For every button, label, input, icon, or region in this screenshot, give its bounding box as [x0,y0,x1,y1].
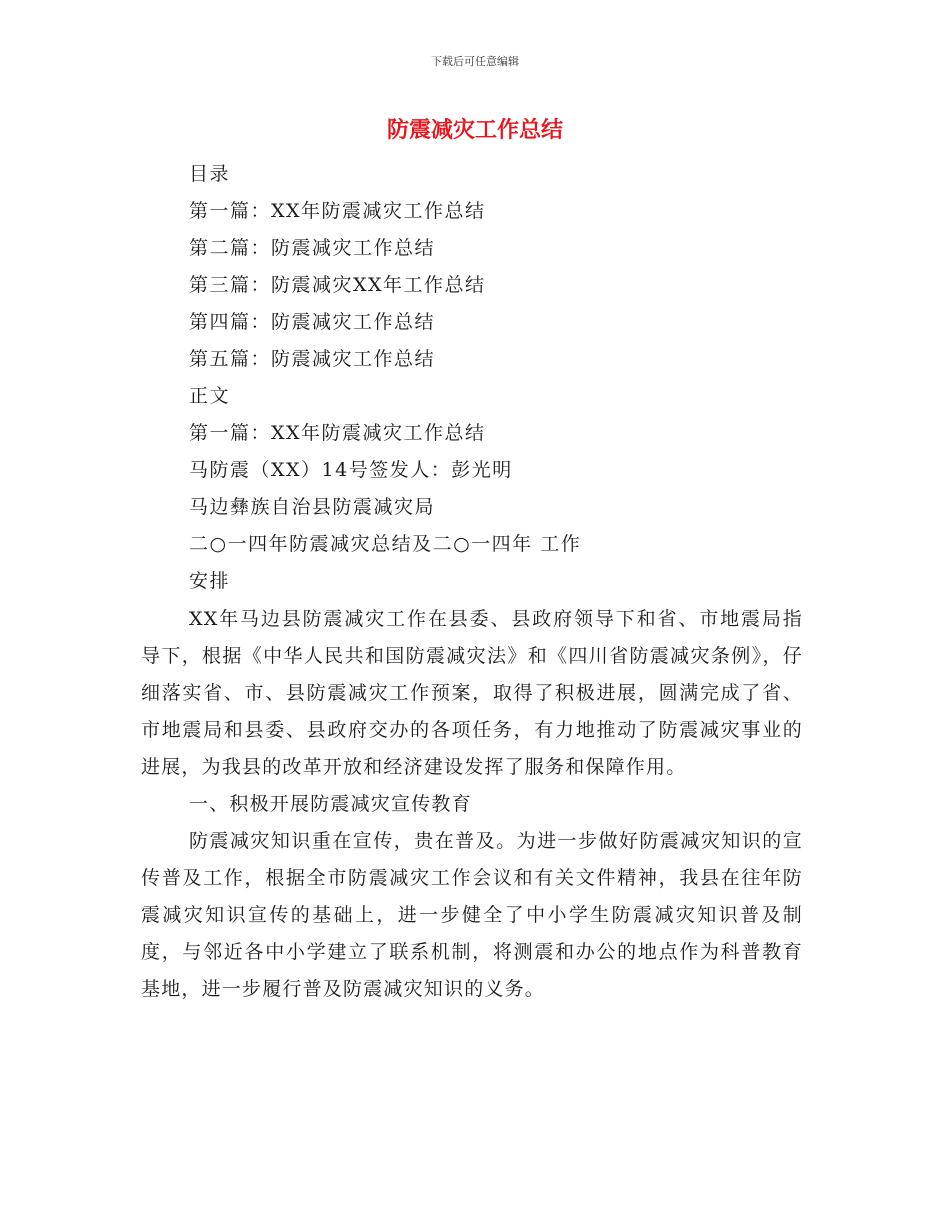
issuing-agency: 马边彝族自治县防震减灾局 [189,496,436,518]
toc-item-4: 第四篇：防震减灾工作总结 [189,311,436,333]
toc-item-1: 第一篇：XX年防震减灾工作总结 [189,200,486,222]
toc-item-2: 第二篇：防震减灾工作总结 [189,237,436,259]
report-subtitle-cont: 安排 [189,570,231,592]
report-subtitle: 二○一四年防震减灾总结及二○一四年 工作 [189,533,582,555]
body-heading: 正文 [189,385,231,407]
intro-paragraph: XX年马边县防震减灾工作在县委、县政府领导下和省、市地震局指导下，根据《中华人民共和国防震减灾法》和《四川省防震减灾条例》，仔细落实省、市、县防震减灾工作预案，取得了积极进展，圆满完成了省、市地震局和县委、县政府交办的各项任务，有力地推动了防震减灾事业的进展，为我县的改革开放和经济建设发挥了服务和保障作用。 [141,608,803,778]
section-paragraph: 防震减灾知识重在宣传，贵在普及。为进一步做好防震减灾知识的宣传普及工作，根据全市防震减灾工作会议和有关文件精神，我县在往年防震减灾知识宣传的基础上，进一步健全了中小学生防震减灾知识普及制度，与邻近各中小学建立了联系机制，将测震和办公的地点作为科普教育基地，进一步履行普及防震减灾知识的义务。 [141,830,803,1000]
section-heading: 一、积极开展防震减灾宣传教育 [189,793,472,815]
toc-item-5: 第五篇：防震减灾工作总结 [189,348,436,370]
section-title: 第一篇：XX年防震减灾工作总结 [189,422,486,444]
document-number-signer: 马防震（XX）14号签发人：彭光明 [189,459,513,481]
document-body [141,601,803,1008]
toc-heading: 目录 [189,163,231,185]
document-title: 防震减灾工作总结 [386,117,563,143]
page-header-note: 下载后可任意编辑 [431,55,519,68]
toc-and-heading-block [189,156,829,600]
toc-item-3: 第三篇：防震减灾XX年工作总结 [189,274,486,296]
